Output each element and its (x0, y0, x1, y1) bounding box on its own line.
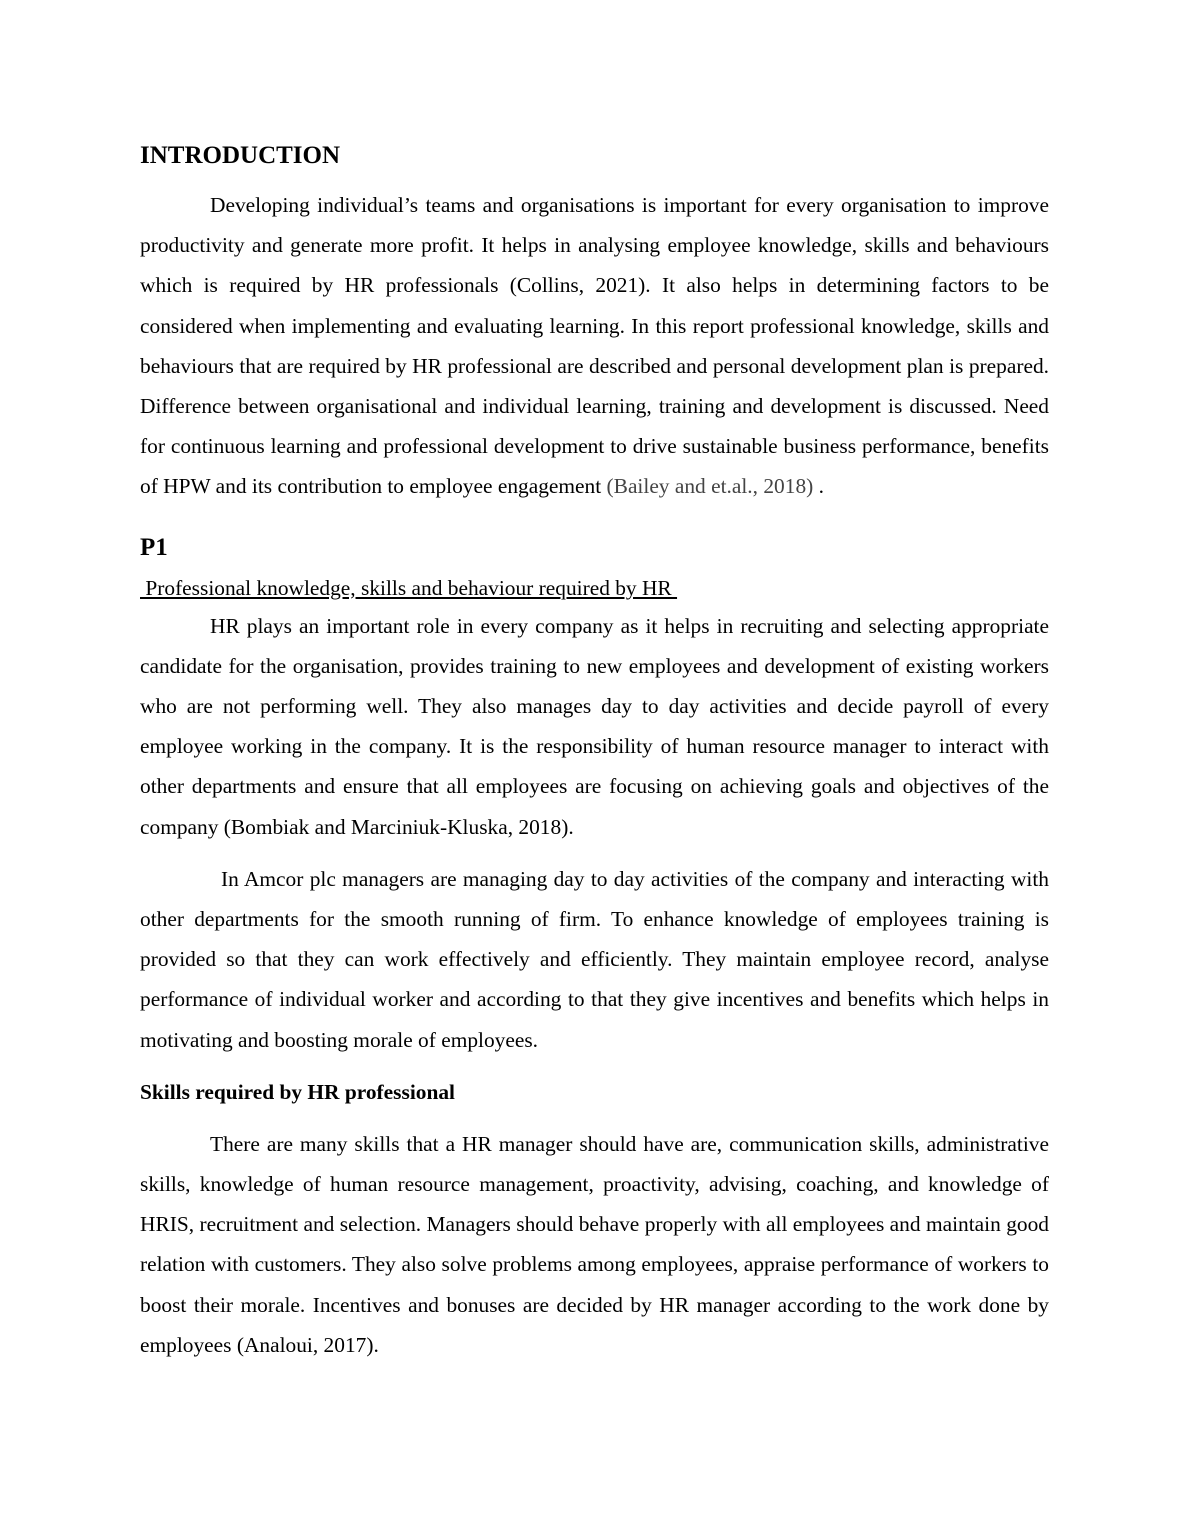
introduction-text: Developing individual’s teams and organisations is important for every organisation to improve productivity and generate more profit. It helps in analysing employee knowledge, skills and behaviours which is required by HR professionals (Collins, 2021). It also helps in determining factors to be considered when implementing and evaluating learning. In this report professional knowledge, skills and behaviours that are required by HR professional are described and personal development plan is prepared. Difference between organisational and individual learning, training and development is discussed. Need for continuous learning and professional development to drive sustainable business performance, benefits of HPW and its contribution to employee engagement (140, 193, 1049, 499)
p1-paragraph-2: In Amcor plc managers are managing day to day activities of the company and interacting with other departments for the smooth running of firm. To enhance knowledge of employees training is provided so that they can work effectively and efficiently. They maintain employee record, analyse performance of individual worker and according to that they give incentives and benefits which helps in motivating and boosting morale of employees. (140, 866, 1049, 1052)
document-page (140, 138, 1049, 1365)
skills-heading: Skills required by HR professional (140, 1079, 455, 1104)
p1-heading: P1 (140, 533, 168, 561)
paragraph-gap (140, 847, 1049, 859)
p1-subheading: Professional knowledge, skills and behaviour required by HR (140, 575, 678, 600)
introduction-heading: INTRODUCTION (140, 142, 341, 169)
introduction-trailing: . (813, 474, 824, 499)
p1-paragraph-1: HR plays an important role in every company as it helps in recruiting and selecting appropriate candidate for the organisation, provides training to new employees and development of existing workers who are not performing well. They also manages day to day activities and decide payroll of every employee working in the company. It is the responsibility of human resource manager to interact with other departments and ensure that all employees are focusing on achieving goals and objectives of the company (Bombiak and Marciniuk-Kluska, 2018). (140, 613, 1049, 839)
skills-paragraph: There are many skills that a HR manager should have are, communication skills, administrative skills, knowledge of human resource management, proactivity, advising, coaching, and knowledge of HRIS, recruitment and selection. Managers should behave properly with all employees and maintain good relation with customers. They also solve problems among employees, appraise performance of workers to boost their morale. Incentives and bonuses are decided by HR manager according to the work done by employees (Analoui, 2017). (140, 1131, 1049, 1357)
introduction-citation: (Bailey and et.al., 2018) (606, 474, 814, 499)
introduction-paragraph (140, 185, 1049, 507)
